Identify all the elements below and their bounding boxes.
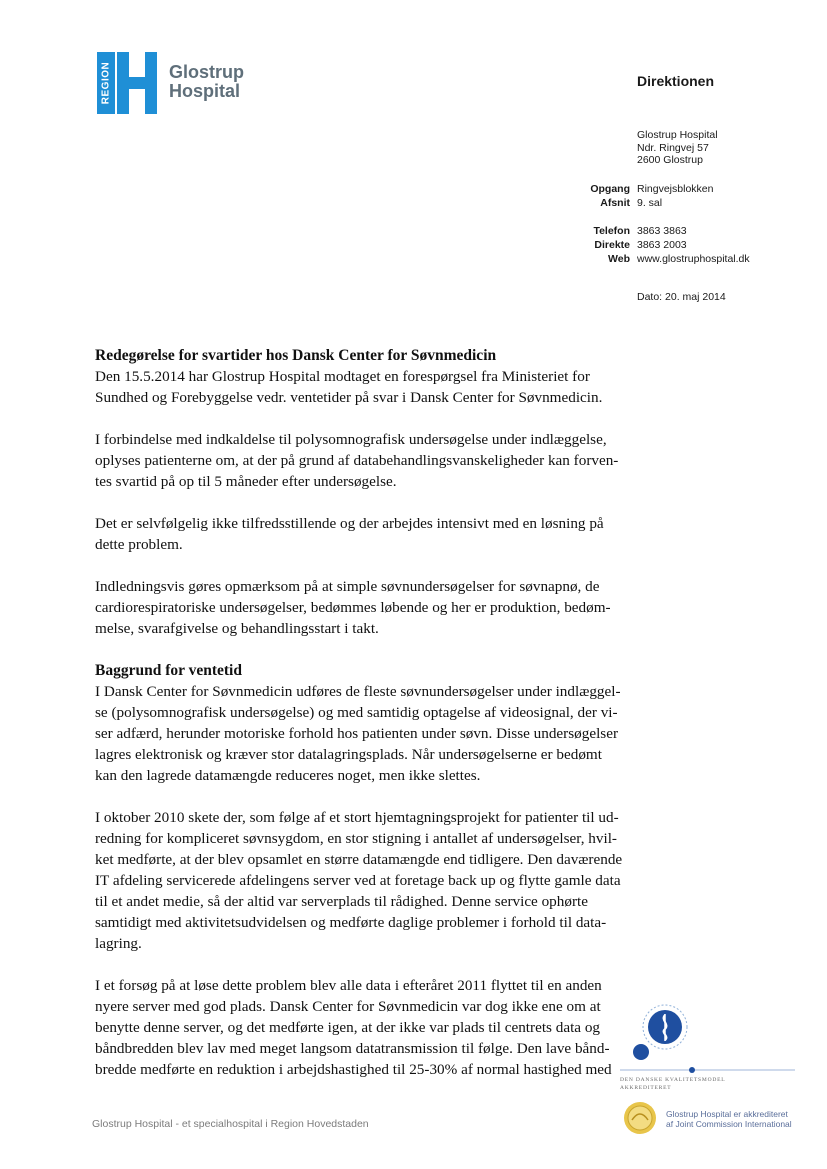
text-line: kan den lagrede datamængde reduceres noget, men ikke slettes. <box>95 767 481 784</box>
text-line: I et forsøg på at løse dette problem blev alle data i efteråret 2011 flyttet til en anden <box>95 977 602 994</box>
letter-body <box>95 345 635 1101</box>
text-line: se (polysomnografisk undersøgelse) og med samtidig optagelse af videosignal, der vi- <box>95 704 618 721</box>
text-line: Indledningsvis gøres opmærksom på at simple søvnundersøgelser for søvnapnø, de <box>95 578 600 595</box>
address-line: 2600 Glostrup <box>637 154 703 166</box>
region-h-logo-mark <box>97 52 157 114</box>
seal-text-line: DEN DANSKE KVALITETSMODEL <box>620 1077 726 1083</box>
paragraph <box>95 681 635 786</box>
paragraph <box>95 366 635 408</box>
hospital-name-line1: Glostrup <box>169 62 244 82</box>
field-key-telefon: Telefon <box>593 225 630 237</box>
address-line: Ndr. Ringvej 57 <box>637 141 709 154</box>
field-key-opgang: Opgang <box>590 183 630 195</box>
hospital-name-line2: Hospital <box>169 81 241 101</box>
department-title: Direktionen <box>637 73 715 89</box>
text-line: lagres elektronisk og kræver stor datalagringsplads. Når undersøgelserne er bedømt <box>95 746 602 763</box>
text-line: til et andet medie, så der altid var serverplads til rådighed. Denne service ophørte <box>95 893 588 910</box>
text-line: samtidigt med aktivitetsudvidelsen og medførte daglige problemer i forhold til data- <box>95 914 607 931</box>
footer-text: Glostrup Hospital - et specialhospital i Region Hovedstaden <box>92 1118 369 1130</box>
text-line: Sundhed og Forebyggelse vedr. ventetider på svar i Dansk Center for Søvnmedicin. <box>95 389 603 406</box>
letter-date: Dato: 20. maj 2014 <box>637 291 726 303</box>
paragraph <box>95 975 635 1080</box>
quality-seal-text <box>620 1076 795 1092</box>
field-value-opgang: Ringvejsblokken <box>637 183 714 195</box>
quality-seal <box>620 1000 795 1100</box>
field-value-telefon: 3863 3863 <box>637 225 687 237</box>
text-line: melse, svarafgivelse og behandlingsstart i takt. <box>95 620 379 637</box>
sender-address <box>637 129 718 167</box>
text-line: I oktober 2010 skete der, som følge af et stort hjemtagningsprojekt for patienter til ud- <box>95 809 619 826</box>
location-fields <box>0 182 827 212</box>
text-line: ser adfærd, herunder motoriske forhold hos patienten under søvn. Disse undersøgelser <box>95 725 618 742</box>
field-key-direkte: Direkte <box>594 239 630 251</box>
hospital-name <box>169 63 244 101</box>
field-value-web: www.glostruphospital.dk <box>637 253 750 265</box>
contact-fields <box>0 224 827 268</box>
text-line: båndbredden blev lav med meget langsom datatransmission til følge. Den lave bånd- <box>95 1040 610 1057</box>
text-line: Det er selvfølgelig ikke tilfredsstillende og der arbejdes intensivt med en løsning på <box>95 515 604 532</box>
text-line: nyere server med god plads. Dansk Center for Søvnmedicin var dog ikke ene om at <box>95 998 601 1015</box>
field-value-afsnit: 9. sal <box>637 197 663 209</box>
text-line: I Dansk Center for Søvnmedicin udføres de fleste søvnundersøgelser under indlæggel- <box>95 683 621 700</box>
hospital-logo <box>97 52 257 114</box>
paragraph <box>95 513 635 555</box>
seal-text-line: AKKREDITERET <box>620 1085 672 1091</box>
jci-text-line: Glostrup Hospital er akkrediteret <box>666 1109 788 1119</box>
text-line: bredde medførte en reduktion i arbejdshastighed til 25-30% af normal hastighed med <box>95 1061 612 1078</box>
address-line: Glostrup Hospital <box>637 129 718 141</box>
text-line: lagring. <box>95 935 142 952</box>
text-line: IT afdeling servicerede afdelingens server ved at foretage back up og flytte gamle data <box>95 872 621 889</box>
text-line: benytte denne server, og det medførte igen, at der ikke var plads til centrets data og <box>95 1019 601 1036</box>
quality-seal-icon <box>620 1000 795 1080</box>
heading-redegoerelse: Redegørelse for svartider hos Dansk Center for Søvnmedicin <box>95 347 497 364</box>
text-line: dette problem. <box>95 536 183 553</box>
text-line: Den 15.5.2014 har Glostrup Hospital modtaget en forespørgsel fra Ministeriet for <box>95 368 590 385</box>
h-logo-icon <box>117 52 157 114</box>
heading-baggrund: Baggrund for ventetid <box>95 662 242 679</box>
text-line: ket medførte, at der blev opsamlet en større datamængde end tidligere. Den daværende <box>95 851 623 868</box>
jci-accreditation <box>620 1100 800 1136</box>
jci-text-line: af Joint Commission International <box>666 1119 792 1129</box>
paragraph <box>95 807 635 954</box>
text-line: tes svartid på op til 5 måneder efter undersøgelse. <box>95 473 397 490</box>
region-band <box>97 52 115 114</box>
jci-text <box>666 1109 792 1129</box>
text-line: oplyses patienterne om, at der på grund af databehandlingsvanskeligheder kan forven- <box>95 452 619 469</box>
paragraph <box>95 576 635 639</box>
region-label: REGION <box>100 61 112 105</box>
text-line: cardiorespiratoriske undersøgelser, bedømmes løbende og her er produktion, bedøm- <box>95 599 611 616</box>
jci-gold-seal-icon <box>620 1100 660 1136</box>
field-key-web: Web <box>608 253 630 265</box>
text-line: redning for kompliceret søvnsygdom, en stor stigning i antallet af undersøgelser, hvil- <box>95 830 617 847</box>
text-line: I forbindelse med indkaldelse til polysomnografisk undersøgelse under indlæggelse, <box>95 431 607 448</box>
paragraph <box>95 429 635 492</box>
field-value-direkte: 3863 2003 <box>637 239 687 251</box>
field-key-afsnit: Afsnit <box>600 197 630 209</box>
